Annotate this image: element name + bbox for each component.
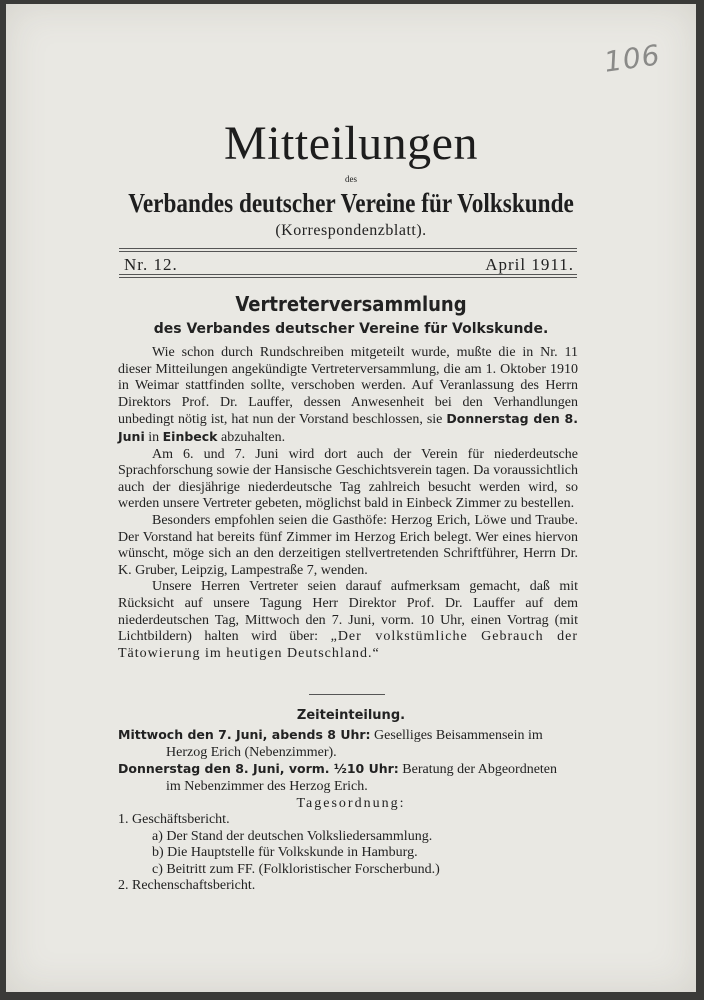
p1-text-b: in [144,429,163,445]
article-subheading: des Verbandes deutscher Vereine für Volkskunde. [153,321,549,337]
paragraph-4 [118,579,578,662]
agenda-heading: Tagesordnung: [296,796,406,811]
journal-title: Mitteilungen [224,117,478,170]
divider-bottom [119,274,577,275]
schedule-2-cont: im Nebenzimmer des Herzog Erich. [166,778,368,794]
divider-top [119,248,577,249]
p1-text-a: Wie schon durch Rundschreiben mitgeteilt wurde, mußte die in Nr. 11 dieser Mitteilungen angekündigte Vertreterversammlung, die am 1. Oktober 1910 in Weimar stattfinden sollte, verschoben werden. Auf Veranlassung des Herrn Direktors Prof. Dr. Lauffer, dessen Anwesenheit bei den Verhandlungen unbedingt nötig ist, hat nun der Vorstand beschlossen, sie [118,345,578,428]
journal-subtitle: (Korrespondenzblatt). [275,222,427,239]
schedule-2-time: Donnerstag den 8. Juni, vorm. ½10 Uhr: [118,761,399,776]
agenda-list [118,812,578,895]
schedule-2-text: Beratung der Abgeordneten [398,762,558,777]
organization-name: Verbandes deutscher Vereine für Volkskunde [128,188,574,218]
p1-text-c: abzuhalten. [217,429,286,445]
issue-number: Nr. 12. [124,255,178,274]
schedule-1-text: Geselliges Beisammensein im [370,728,543,743]
article-heading: Vertreterversammlung [235,292,467,316]
divider-bottom-double [119,277,577,278]
document-page [6,4,696,992]
schedule-1-cont: Herzog Erich (Nebenzimmer). [166,744,337,760]
schedule-item-2 [118,761,578,795]
p1-emphasis-place: Einbeck [162,428,218,444]
section-divider [309,694,385,695]
handwritten-page-number: 106 [601,38,663,79]
agenda-subitem-c: c) Beitritt zum FF. (Folkloristischer Forscherbund.) [152,861,440,877]
divider-top-double [119,251,577,252]
lecture-title: „Der volkstümliche Gebrauch der Tätowierung im heutigen Deutschland.“ [118,629,578,661]
issue-date: April 1911. [485,255,574,274]
agenda-item-2: 2. Rechenschaftsbericht. [118,878,256,894]
issue-row [124,255,574,275]
paragraph-1 [118,345,578,447]
agenda-subitem-b: b) Die Hauptstelle für Volkskunde in Hamburg. [152,845,418,861]
journal-title-des: des [345,174,357,184]
paragraph-2: Am 6. und 7. Juni wird dort auch der Verein für niederdeutsche Sprachforschung sowie der Hansische Geschichtsverein tagen. Da voraussichtlich auch der diesjährige niederdeutsche Tag zahlreich besucht werden wird, so werden unsere Vertreter gebeten, möglichst bald in Einbeck Zimmer zu bestellen. [118,446,578,512]
paragraph-3: Besonders empfohlen seien die Gasthöfe: Herzog Erich, Löwe und Traube. Der Vorstand hat bereits fünf Zimmer im Herzog Erich belegt. Wer eines hiervon wünscht, möge sich an den derzeitigen stellvertretenden Schriftführer, Herrn Dr. K. Gruber, Leipzig, Lampestraße 7, wenden. [118,512,578,578]
article-body [118,345,578,662]
schedule-1-time: Mittwoch den 7. Juni, abends 8 Uhr: [118,727,371,742]
agenda-subitem-a: a) Der Stand der deutschen Volksliedersammlung. [152,828,433,844]
schedule-item-1 [118,727,578,761]
agenda-item-1: 1. Geschäftsbericht. [118,812,230,827]
schedule-heading: Zeiteinteilung. [296,708,406,723]
p1-emphasis-date: Donnerstag den 8. Juni [118,411,578,444]
p4-text: Unsere Herren Vertreter seien darauf aufmerksam gemacht, daß mit Rücksicht auf unsere Tagung Herr Direktor Prof. Dr. Lauffer auf dem niederdeutschen Tag, Mittwoch den 7. Juni, vorm. 10 Uhr, einen Vortrag (mit Lichtbildern) halten wird über: [118,579,578,645]
